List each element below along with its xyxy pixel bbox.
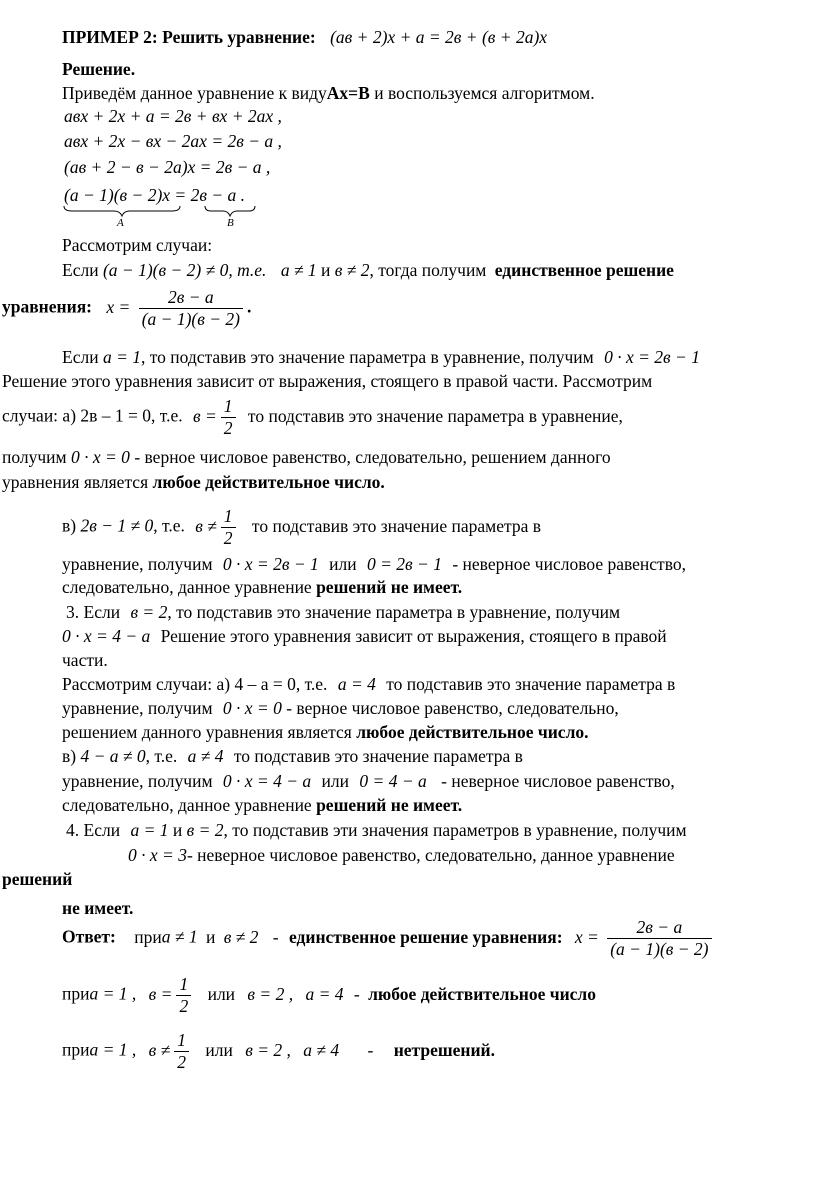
no-solutions: решений не имеет. <box>316 577 463 597</box>
answer-line-2 <box>62 974 596 1017</box>
case-3-line <box>66 602 620 623</box>
a-equals-1: a = 1 <box>102 347 141 367</box>
equation-0x-0: 0 · x = 0 <box>70 447 130 467</box>
dash: - <box>367 1039 374 1060</box>
true-equality-text: - верное числовое равенство, следовательно, <box>286 698 619 718</box>
answer-line-1 <box>62 917 716 960</box>
x-equals: x = <box>574 926 599 947</box>
a-equals-4: a = 4 <box>305 983 344 1004</box>
label-b: B <box>227 217 234 229</box>
no-solutions-word-1: решений <box>2 869 73 889</box>
no-solutions: решений не имеет. <box>316 795 463 815</box>
b-not-2: в ≠ 2 <box>334 260 370 280</box>
x-equals: x = <box>106 296 131 317</box>
equation-0x-4-a: 0 · x = 4 − a <box>222 771 312 791</box>
b-not-equal: в ≠ <box>148 1039 171 1060</box>
case-4-result-line <box>128 845 675 866</box>
underbrace-b <box>203 204 257 218</box>
and-word: и <box>172 820 183 840</box>
case-1-condition: (a − 1)(в − 2) ≠ 0, т.е. <box>102 260 267 280</box>
equation-step-4: (a − 1)(в − 2)x = 2в − a . <box>64 185 246 205</box>
substitute-text: то подставив это значение параметра в <box>251 515 541 536</box>
example-title: ПРИМЕР 2: Решить уравнение: <box>62 27 316 47</box>
at-word: при <box>62 1039 90 1060</box>
ie-text: , т.е. <box>153 515 185 536</box>
or-word: или <box>329 554 357 574</box>
false-equality-text: - неверное числовое равенство, <box>441 771 675 791</box>
fraction-denominator: 2 <box>223 528 233 548</box>
at-word: при <box>62 983 90 1004</box>
case-1-line <box>62 260 674 281</box>
case-label: в) <box>62 746 77 766</box>
and-word: и <box>321 260 331 280</box>
dash: - <box>353 983 360 1004</box>
substitute-text: , то подставив это значение параметра в уравнение, получим <box>141 347 594 367</box>
equation-is-text: уравнения является <box>2 472 149 492</box>
or-word: или <box>207 983 236 1004</box>
equation-step-3: (ав + 2 − в − 2a)x = 2в − a , <box>64 157 271 177</box>
answer-fraction <box>607 917 711 960</box>
false-equality-text: - неверное числовое равенство, <box>452 554 686 574</box>
case-3-label: 3. Если <box>66 602 121 622</box>
case-4-label: 4. Если <box>66 820 121 840</box>
b-equals-2: в = 2 <box>130 602 168 622</box>
fraction-denominator: 2 <box>179 996 189 1016</box>
fraction-denominator: (a − 1)(в − 2) <box>141 309 240 329</box>
half-fraction <box>221 396 236 439</box>
answer-line-3 <box>62 1030 495 1073</box>
get-text: уравнение, получим <box>62 698 213 718</box>
substitute-text: , то подставив это значение параметра в уравнение, получим <box>167 602 621 622</box>
equation-word: уравнения: <box>2 296 92 317</box>
answer-label: Ответ: <box>62 926 116 947</box>
example-heading-line <box>62 27 547 48</box>
if-word: Если <box>62 260 99 280</box>
case-2a-line <box>2 396 623 439</box>
half-fraction <box>174 1030 189 1073</box>
any-real-number: любое действительное число. <box>356 722 589 742</box>
or-word: или <box>205 1039 233 1060</box>
equation-text: следовательно, данное уравнение <box>62 577 312 597</box>
case-3a-result-line <box>62 698 619 719</box>
condition: 4 − a ≠ 0 <box>80 746 146 766</box>
fraction-numerator: 2в − a <box>607 917 711 939</box>
b-equals: в = <box>148 983 173 1004</box>
equation-step-1: авx + 2x + a = 2в + вx + 2ax , <box>64 106 282 126</box>
equation-0-2b-1: 0 = 2в − 1 <box>366 554 442 574</box>
case-2b-conclusion-line <box>62 577 462 598</box>
case-2a-conclusion-line <box>2 472 385 493</box>
solution-fraction <box>139 287 243 330</box>
unique-solution-label: единственное решение уравнения: <box>288 926 563 947</box>
a-not-4: a ≠ 4 <box>187 746 224 766</box>
a-equals-1: a = 1 , <box>89 1039 137 1060</box>
no-solutions-word-2: не имеет. <box>62 898 134 918</box>
case-label: в) <box>62 515 77 536</box>
equation-0x-3: 0 · x = 3 <box>128 845 187 865</box>
substitute-text: то подставив это значение параметра в <box>233 746 523 766</box>
equation-0x-0: 0 · x = 0 <box>222 698 282 718</box>
condition: 2в − 1 ≠ 0 <box>80 515 154 536</box>
main-equation: (ав + 2)x + a = 2в + (в + 2a)x <box>330 27 548 47</box>
unique-solution-label: единственное решение <box>494 260 674 280</box>
period: . <box>246 296 252 317</box>
a-equals-1: a = 1 <box>130 820 169 840</box>
part-word: части. <box>62 650 108 670</box>
get-text: уравнение, получим <box>62 554 213 574</box>
substitute-text: , то подставив эти значения параметров в уравнение, получим <box>223 820 687 840</box>
case-3b-result-line <box>62 771 675 792</box>
solution-heading: Решение. <box>62 59 136 79</box>
case-2a-result-line <box>2 447 611 468</box>
at-word: при <box>134 926 162 947</box>
form-ax-b: Ax=B <box>326 83 370 103</box>
solution-is-text: решением данного уравнения является <box>62 722 352 742</box>
equation-0x-2b-1: 0 · x = 2в − 1 <box>222 554 319 574</box>
case-3a-line <box>62 674 675 695</box>
case-2-line <box>62 347 700 368</box>
case-3a-conclusion-line <box>62 722 589 743</box>
a-not-1: a ≠ 1 <box>161 926 198 947</box>
case-3-equation-line <box>62 626 667 647</box>
b-equals-2: в = 2 , <box>247 983 294 1004</box>
label-a: A <box>117 217 124 229</box>
no-solutions: нетрешений. <box>393 1039 496 1060</box>
a-equals-4: a = 4 <box>337 674 376 694</box>
depends-text: Решение этого уравнения зависит от выражения, стоящего в правой <box>160 626 667 646</box>
get-text: уравнение, получим <box>62 771 213 791</box>
a-not-1: a ≠ 1 <box>280 260 317 280</box>
ie-text: , т.е. <box>145 746 178 766</box>
case-1-solution-line <box>2 287 251 330</box>
b-equals: в = <box>193 405 217 426</box>
cases-heading: Рассмотрим случаи: <box>62 235 213 255</box>
equation-text: следовательно, данное уравнение <box>62 795 312 815</box>
substitute-text: то подставив это значение параметра в <box>386 674 676 694</box>
intro-text: Приведём данное уравнение к виду <box>62 83 327 103</box>
any-real-number: любое действительное число <box>368 983 596 1004</box>
equation-step-2: авx + 2x − вx − 2ax = 2в − a , <box>64 131 282 151</box>
intro-line <box>62 83 595 104</box>
case-4-line <box>66 820 687 841</box>
case-2b-result-line <box>62 554 686 575</box>
equation-0-4-a: 0 = 4 − a <box>359 771 427 791</box>
a-not-4: a ≠ 4 <box>303 1039 340 1060</box>
any-real-number: любое действительное число. <box>152 472 385 492</box>
and-word: и <box>205 926 216 947</box>
fraction-numerator: 1 <box>174 1030 189 1052</box>
b-not-equal: в ≠ <box>195 515 217 536</box>
true-equality-text: - верное числовое равенство, следовательно, решением данного <box>134 447 611 467</box>
half-fraction <box>176 974 191 1017</box>
case-3a-text: Рассмотрим случаи: а) 4 – а = 0, т.е. <box>62 674 328 694</box>
intro-text-end: и воспользуемся алгоритмом. <box>369 83 595 103</box>
case-2b-line <box>62 506 541 549</box>
b-not-2: в ≠ 2 <box>223 926 259 947</box>
false-equality-text: - неверное числовое равенство, следовательно, данное уравнение <box>186 845 675 865</box>
equation-0x-4-a: 0 · x = 4 − a <box>62 626 151 646</box>
underbrace-a <box>62 204 182 218</box>
fraction-denominator: (a − 1)(в − 2) <box>610 939 709 959</box>
get-text: получим <box>2 447 67 467</box>
fraction-denominator: 2 <box>177 1052 186 1072</box>
fraction-numerator: 1 <box>176 974 191 996</box>
b-equals-2: в = 2 , <box>245 1039 291 1060</box>
b-equals-2: в = 2 <box>186 820 224 840</box>
fraction-numerator: 1 <box>221 506 236 528</box>
then-text: , тогда получим <box>369 260 487 280</box>
fraction-numerator: 2в − a <box>139 287 243 309</box>
dash: - <box>272 926 279 947</box>
substitute-text: то подставив это значение параметра в уравнение, <box>247 405 623 426</box>
case-3b-conclusion-line <box>62 795 462 816</box>
case-3b-line <box>62 746 523 767</box>
if-word: Если <box>62 347 99 367</box>
depends-line: Решение этого уравнения зависит от выражения, стоящего в правой части. Рассмотрим <box>2 371 653 391</box>
half-fraction <box>221 506 236 549</box>
equation-0x-2b-1: 0 · x = 2в − 1 <box>604 347 700 367</box>
a-equals-1: a = 1 , <box>89 983 137 1004</box>
fraction-numerator: 1 <box>221 396 236 418</box>
or-word: или <box>321 771 350 791</box>
case-2a-text: случаи: а) 2в – 1 = 0, т.е. <box>2 405 183 426</box>
fraction-denominator: 2 <box>223 418 233 438</box>
